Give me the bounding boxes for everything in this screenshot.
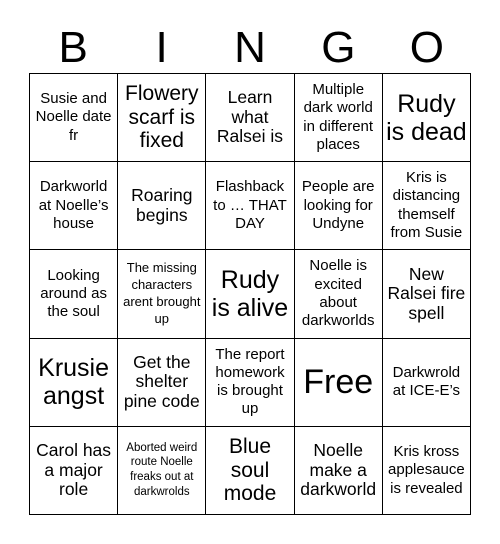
cell-text: Rudy is dead bbox=[386, 89, 467, 146]
cell-text: Learn what Ralsei is bbox=[216, 87, 284, 147]
bingo-cell[interactable] bbox=[118, 250, 206, 338]
bingo-cell[interactable] bbox=[206, 339, 294, 427]
cell-text: Noelle is excited about darkworlds bbox=[301, 257, 375, 330]
cell-text: Roaring begins bbox=[131, 185, 193, 225]
cell-text: Susie and Noelle date fr bbox=[35, 90, 112, 144]
cell-text: Krusie angst bbox=[38, 354, 110, 411]
bingo-cell[interactable] bbox=[295, 427, 383, 515]
bingo-cell[interactable] bbox=[118, 162, 206, 250]
bingo-cell[interactable] bbox=[295, 162, 383, 250]
cell-text: Aborted weird route Noelle freaks out at darkwrolds bbox=[126, 441, 198, 499]
bingo-cell[interactable] bbox=[30, 427, 118, 515]
free-space[interactable] bbox=[295, 339, 383, 427]
cell-text: Get the shelter pine code bbox=[123, 351, 200, 411]
bingo-cell[interactable] bbox=[30, 162, 118, 250]
bingo-cell[interactable] bbox=[383, 74, 471, 162]
header-letter-g: G bbox=[321, 23, 356, 72]
bingo-cell[interactable] bbox=[118, 427, 206, 515]
bingo-cell[interactable] bbox=[30, 250, 118, 338]
bingo-cell[interactable] bbox=[383, 427, 471, 515]
cell-text: Carol has a major role bbox=[36, 440, 112, 500]
cell-text: People are looking for Undyne bbox=[301, 178, 375, 232]
header-letter-b: B bbox=[58, 23, 88, 72]
bingo-cell[interactable] bbox=[383, 339, 471, 427]
bingo-cell[interactable] bbox=[206, 74, 294, 162]
header-letter-o: O bbox=[409, 23, 444, 72]
bingo-board bbox=[29, 73, 471, 515]
bingo-cell[interactable] bbox=[118, 74, 206, 162]
bingo-header bbox=[29, 22, 471, 74]
cell-text: Blue soul mode bbox=[223, 435, 277, 506]
cell-text: Noelle make a darkworld bbox=[300, 440, 377, 500]
bingo-cell[interactable] bbox=[206, 427, 294, 515]
cell-text: New Ralsei fire spell bbox=[387, 263, 466, 323]
bingo-cell[interactable] bbox=[383, 162, 471, 250]
cell-text: Free bbox=[303, 362, 374, 401]
cell-text: Kris is distancing themself from Susie bbox=[390, 169, 463, 242]
cell-text: Flowery scarf is fixed bbox=[125, 82, 199, 153]
bingo-cell[interactable] bbox=[206, 162, 294, 250]
cell-text: The missing characters arent brought up bbox=[123, 260, 201, 326]
cell-text: Flashback to … THAT DAY bbox=[213, 178, 287, 232]
cell-text: Kris kross applesauce is revealed bbox=[388, 442, 465, 497]
bingo-cell[interactable] bbox=[206, 250, 294, 338]
bingo-cell[interactable] bbox=[295, 250, 383, 338]
cell-text: The report homework is brought up bbox=[215, 345, 285, 418]
bingo-cell[interactable] bbox=[30, 74, 118, 162]
bingo-cell[interactable] bbox=[118, 339, 206, 427]
bingo-cell[interactable] bbox=[30, 339, 118, 427]
header-letter-n: N bbox=[234, 23, 266, 72]
cell-text: Multiple dark world in different places bbox=[303, 81, 374, 153]
cell-text: Looking around as the soul bbox=[40, 266, 107, 321]
bingo-cell[interactable] bbox=[383, 250, 471, 338]
cell-text: Darkwrold at ICE-E’s bbox=[392, 363, 461, 400]
bingo-cell[interactable] bbox=[295, 74, 383, 162]
cell-text: Rudy is alive bbox=[211, 265, 289, 322]
cell-text: Darkworld at Noelle’s house bbox=[38, 178, 109, 232]
header-letter-i: I bbox=[155, 23, 168, 72]
